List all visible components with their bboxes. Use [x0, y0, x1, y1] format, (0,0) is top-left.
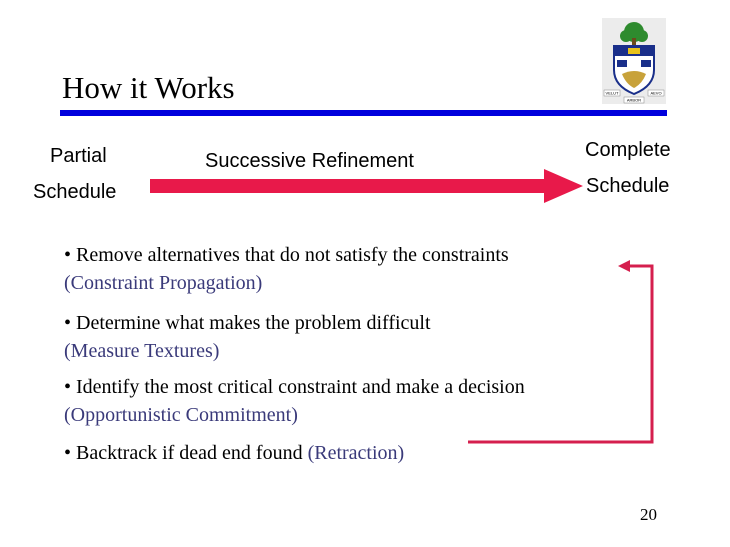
bullet-constraint-propagation	[64, 241, 509, 297]
complete-label: Complete	[585, 139, 671, 161]
bullet-text: • Backtrack if dead end found	[64, 442, 308, 464]
schedule-right-label: Schedule	[586, 175, 670, 197]
bullet-text: • Determine what makes the problem difficult	[64, 312, 431, 334]
motto-bottom: ARBOR	[626, 97, 642, 103]
successive-refinement-label: Successive Refinement	[205, 150, 414, 172]
refinement-arrow-icon	[150, 169, 583, 203]
bullet-paren: (Opportunistic Commitment)	[64, 404, 298, 426]
page-number: 20	[640, 505, 657, 524]
slide-title: How it Works	[62, 70, 235, 105]
partial-label: Partial	[50, 145, 107, 167]
bullet-paren: (Constraint Propagation)	[64, 272, 263, 294]
schedule-left-label: Schedule	[33, 181, 117, 203]
loop-back-arrow-icon	[460, 256, 660, 456]
bullet-paren: (Measure Textures)	[64, 340, 220, 362]
title-underline	[60, 110, 667, 116]
motto-right: AEVO	[650, 90, 662, 96]
bullet-opportunistic-commitment	[64, 373, 525, 429]
bullet-text: • Remove alternatives that do not satisfy the constraints	[64, 244, 509, 266]
bullet-retraction	[64, 439, 404, 467]
bullet-text: • Identify the most critical constraint and make a decision	[64, 376, 525, 398]
university-crest-icon	[602, 18, 666, 104]
motto-left: VELUT	[605, 90, 619, 96]
bullet-measure-textures	[64, 309, 431, 365]
bullet-paren: (Retraction)	[307, 442, 405, 464]
